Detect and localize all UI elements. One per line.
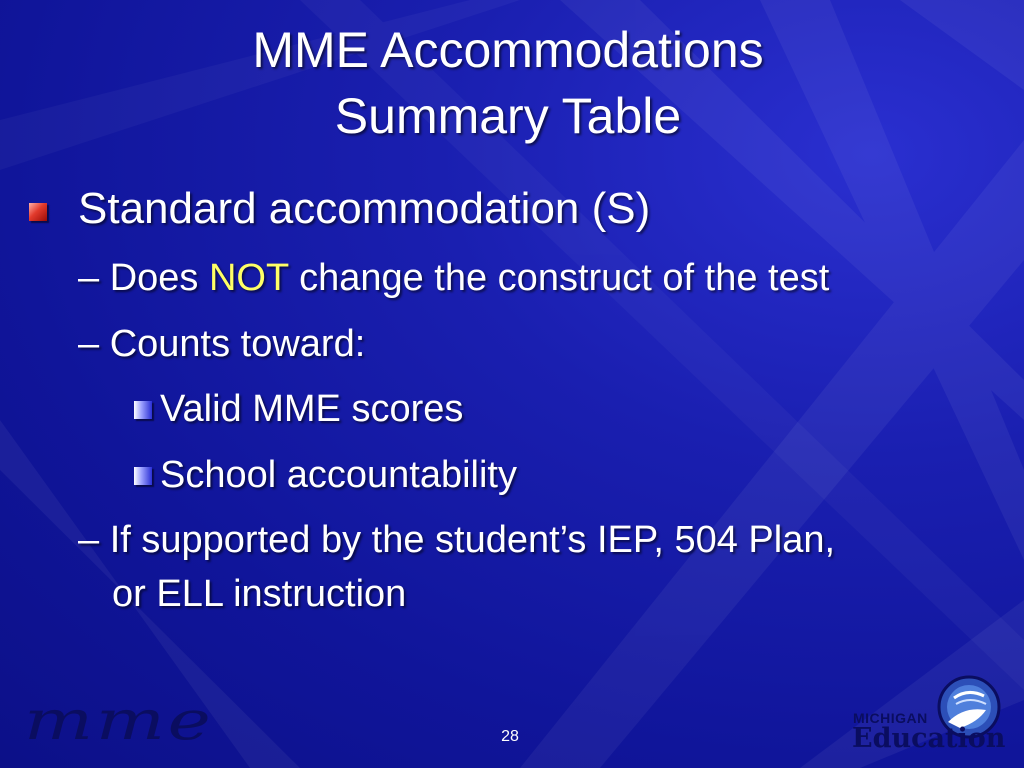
page-number: 28: [501, 728, 519, 745]
sub-sub-bullet-valid-scores: Valid MME scores: [160, 388, 464, 430]
dash-marker: –: [78, 519, 110, 561]
sub-sub-bullet-school-accountability: School accountability: [160, 454, 517, 496]
blue-square-bullet-icon: [134, 401, 152, 419]
sub-bullet-iep-line-2: or ELL instruction: [112, 573, 407, 615]
dash-marker: –: [78, 323, 110, 365]
mme-logo-text: mme: [24, 689, 214, 752]
education-logo-text: Education: [852, 723, 1006, 754]
bullet-standard-accommodation: Standard accommodation (S): [78, 184, 651, 233]
red-square-bullet-icon: [29, 203, 47, 221]
sub-bullet-text: Counts toward:: [109, 323, 366, 365]
slide-title-line-1: MME Accommodations: [252, 22, 764, 78]
sub-bullet-construct: [78, 255, 829, 301]
blue-square-bullet-icon: [134, 467, 152, 485]
mme-logo: [24, 689, 214, 752]
highlight-not: NOT: [208, 257, 289, 299]
sub-bullet-text-line-1: If supported by the student’s IEP, 504 Plan,: [109, 519, 836, 561]
slide-title-line-2: Summary Table: [334, 88, 682, 144]
dash-marker: –: [78, 257, 110, 299]
sub-bullet-text-after: change the construct of the test: [288, 257, 830, 299]
sub-bullet-iep: [78, 517, 835, 563]
sub-bullet-counts-toward: [78, 321, 365, 367]
michigan-logo-text: MICHIGAN: [853, 710, 928, 726]
sub-bullet-text-before: Does: [109, 257, 209, 299]
